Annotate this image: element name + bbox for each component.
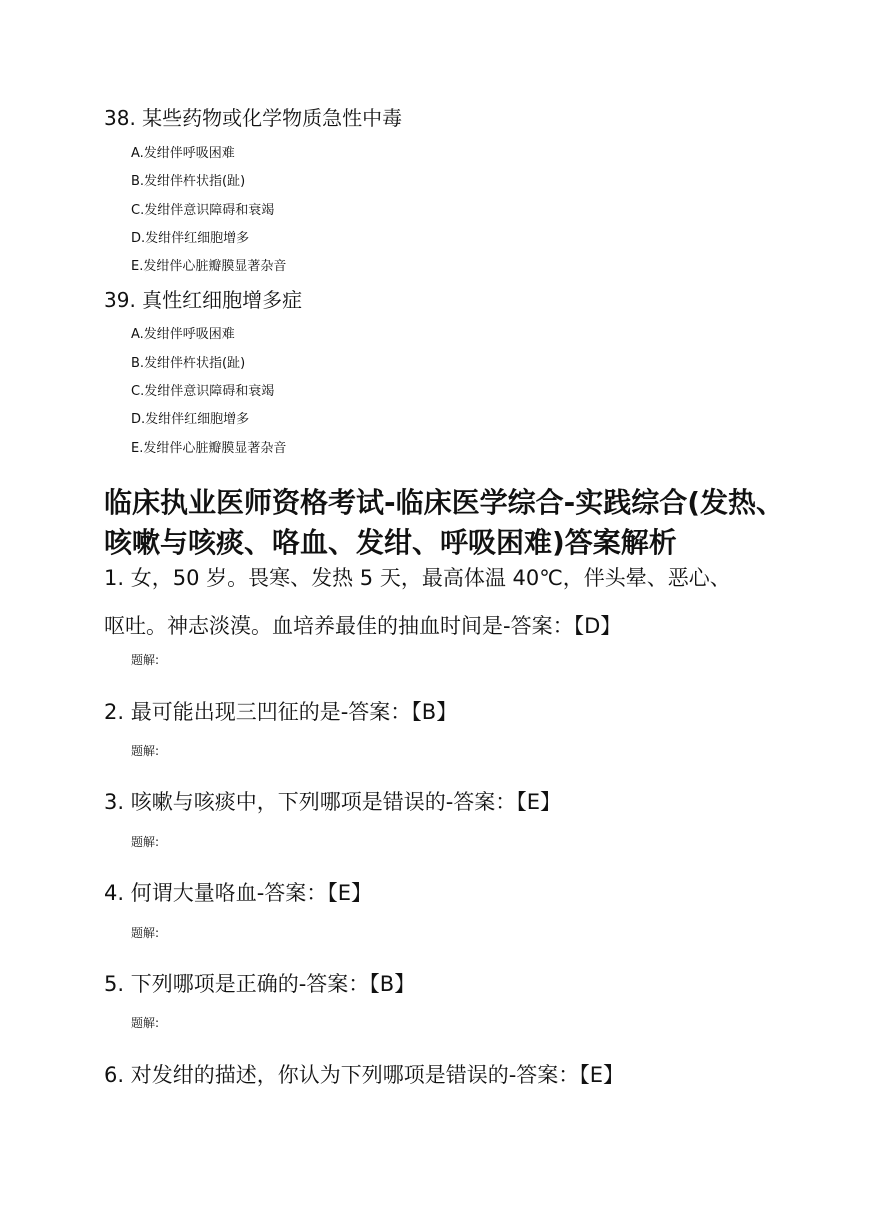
answer-3-explain: 题解:: [131, 835, 160, 849]
option-38-c: C.发绀伴意识障碍和衰竭: [131, 203, 275, 218]
option-38-d: D.发绀伴红细胞增多: [131, 231, 250, 246]
answer-4: 4. 何谓大量咯血-答案：【E】: [104, 881, 373, 905]
option-39-c: C.发绀伴意识障碍和衰竭: [131, 384, 275, 399]
option-38-a: A.发绀伴呼吸困难: [131, 146, 235, 161]
answer-5: 5. 下列哪项是正确的-答案：【B】: [104, 972, 416, 996]
question-39: 39. 真性红细胞增多症: [104, 288, 303, 312]
answer-4-explain: 题解:: [131, 926, 160, 940]
question-38: 38. 某些药物或化学物质急性中毒: [104, 106, 403, 130]
answer-1: 1. 女，50 岁。畏寒、发热 5 天，最高体温 40℃，伴头晕、恶心、呕吐。神志淡漠。血培养最佳的抽血时间是-答案：【D】: [104, 566, 731, 638]
option-39-b: B.发绀伴杵状指(趾): [131, 356, 246, 371]
answer-2-explain: 题解:: [131, 744, 160, 758]
option-39-d: D.发绀伴红细胞增多: [131, 412, 250, 427]
section-title: 临床执业医师资格考试-临床医学综合-实践综合(发热、咳嗽与咳痰、咯血、发绀、呼吸困难)答案解析: [104, 486, 785, 559]
answer-5-explain: 题解:: [131, 1016, 160, 1030]
option-38-e: E.发绀伴心脏瓣膜显著杂音: [131, 259, 287, 274]
answer-2: 2. 最可能出现三凹征的是-答案：【B】: [104, 700, 458, 724]
option-38-b: B.发绀伴杵状指(趾): [131, 174, 246, 189]
option-39-a: A.发绀伴呼吸困难: [131, 327, 235, 342]
option-39-e: E.发绀伴心脏瓣膜显著杂音: [131, 441, 287, 456]
answer-3: 3. 咳嗽与咳痰中，下列哪项是错误的-答案：【E】: [104, 790, 562, 814]
answer-1-explain: 题解:: [131, 653, 160, 667]
answer-6: 6. 对发绀的描述，你认为下列哪项是错误的-答案：【E】: [104, 1063, 625, 1087]
